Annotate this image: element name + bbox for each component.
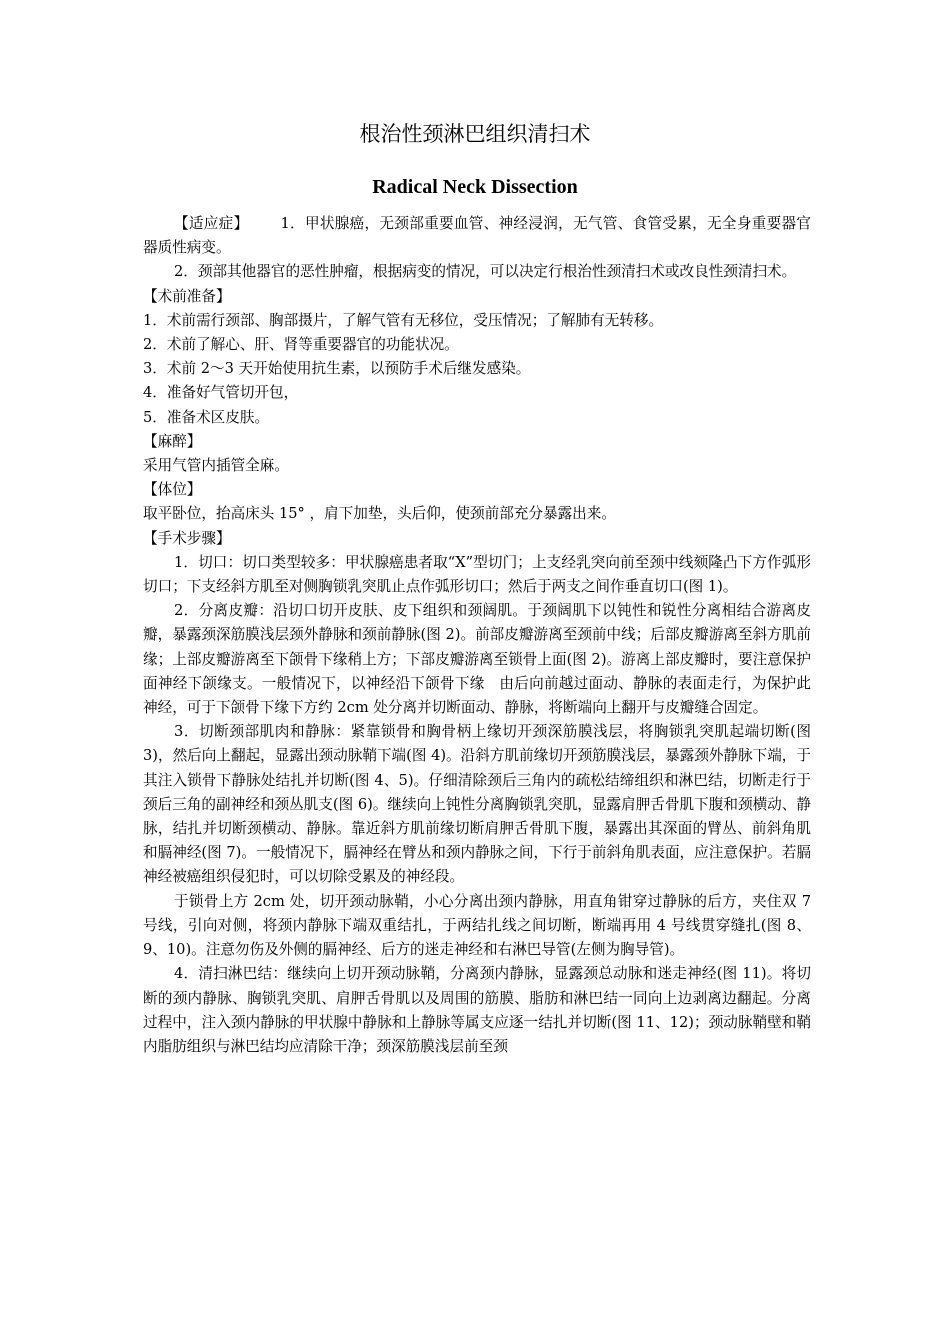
step-jugular-ligation: 于锁骨上方 2cm 处，切开颈动脉鞘，小心分离出颈内静脉，用直角钳穿过静脉的后方，夹住双 7 号线，引向对侧，将颈内静脉下端双重结扎，于两结扎线之间切断，断端再用 4 号线贯穿缝扎(图 8、9、10)。注意勿伤及外侧的膈神经、后方的迷走神经和右淋巴导管(左侧为胸导管)。 [143,892,811,959]
anesthesia-heading: 【麻醉】 [143,432,202,450]
steps-heading: 【手术步骤】 [143,529,231,547]
preop-item-3: 3．术前 2～3 天开始使用抗生素，以预防手术后继发感染。 [143,360,531,378]
document-title-english: Radical Neck Dissection [372,176,578,198]
step-flap-dissection: 2．分离皮瓣：沿切口切开皮肤、皮下组织和颈阔肌。于颈阔肌下以钝性和锐性分离相结合游离皮瓣，暴露颈深筋膜浅层颈外静脉和颈前静脉(图 2)。前部皮瓣游离至颈前中线；后部皮瓣游离至斜方肌前缘；上部皮瓣游离至下颌骨下缘稍上方；下部皮瓣游离至锁骨上面(图 2)。游离上部皮瓣时，要注意保护面神经下颌缘支。一般情况下，以神经沿下颌骨下缘 由后向前越过面动、静脉的表面走行，为保护此神经，可于下颌骨下缘下方约 2cm 处分离并切断面动、静脉，将断端向上翻开与皮瓣缝合固定。 [143,602,811,717]
preop-heading: 【术前准备】 [143,287,231,305]
document-body [143,212,811,1059]
preop-item-2: 2．术前了解心、肝、肾等重要器官的功能状况。 [143,336,459,354]
indications-item-1: 1．甲状腺癌，无颈部重要血管、神经浸润，无气管、食管受累，无全身重要器官器质性病变。 [143,215,811,257]
indications-paragraph [143,212,811,260]
step-lymph-clearance: 4．清扫淋巴结：继续向上切开颈动脉鞘，分离颈内静脉，显露颈总动脉和迷走神经(图 11)。将切断的颈内静脉、胸锁乳突肌、肩胛舌骨肌以及周围的筋膜、脂肪和淋巴结一同向上边剥离边翻起。分离过程中，注入颈内静脉的甲状腺中静脉和上静脉等属支应逐一结扎并切断(图 11、12)；颈动脉鞘壁和鞘内脂肪组织与淋巴结均应清除干净；颈深筋膜浅层前至颈 [143,965,811,1055]
step-muscle-vein-division: 3．切断颈部肌肉和静脉：紧靠锁骨和胸骨柄上缘切开颈深筋膜浅层，将胸锁乳突肌起端切断(图 3)，然后向上翻起，显露出颈动脉鞘下端(图 4)。沿斜方肌前缘切开颈筋膜浅层，暴露颈外静脉下端，于其注入锁骨下静脉处结扎并切断(图 4、5)。仔细清除颈后三角内的疏松结缔组织和淋巴结，切断走行于颈后三角的副神经和颈丛肌支(图 6)。继续向上钝性分离胸锁乳突肌，显露肩胛舌骨肌下腹和颈横动、静脉，结扎并切断颈横动、静脉。靠近斜方肌前缘切断肩胛舌骨肌下腹，暴露出其深面的臂丛、前斜角肌和膈神经(图 7)。一般情况下，膈神经在臂丛和颈内静脉之间，下行于前斜角肌表面，应注意保护。若膈神经被癌组织侵犯时，可以切除受累及的神经段。 [143,723,811,886]
document-title-chinese: 根治性颈淋巴组织清扫术 [359,122,591,146]
position-heading: 【体位】 [143,481,202,499]
step-incision: 1．切口：切口类型较多：甲状腺癌患者取“X”型切门；上支经乳突向前至颈中线颏隆凸下方作弧形切口；下支经斜方肌至对侧胸锁乳突肌止点作弧形切口；然后于两支之间作垂直切口(图 1)。 [143,553,811,596]
preop-item-1: 1．术前需行颈部、胸部摄片，了解气管有无移位，受压情况；了解肺有无转移。 [143,311,664,329]
position-text: 取平卧位，抬高床头 15° ，肩下加垫，头后仰，使颈前部充分暴露出来。 [143,505,616,523]
anesthesia-text: 采用气管内插管全麻。 [143,457,289,475]
preop-item-4: 4．准备好气管切开包， [143,384,299,402]
preop-item-5: 5．准备术区皮肤。 [143,408,270,426]
indications-heading: 【适应症】 [174,215,249,232]
indications-item-2: 2．颈部其他器官的恶性肿瘤，根据病变的情况，可以决定行根治性颈清扫术或改良性颈清扫术。 [174,263,797,281]
